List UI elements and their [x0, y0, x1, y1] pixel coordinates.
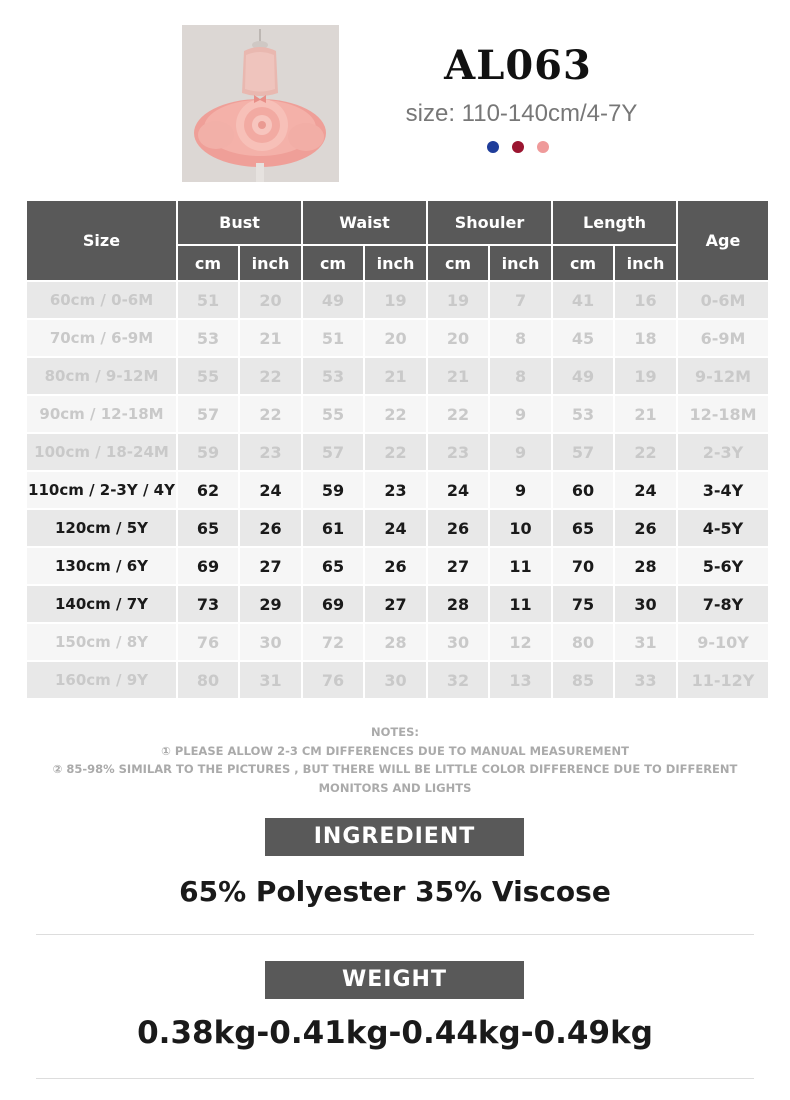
measurement-cell: 49: [553, 358, 613, 394]
unit-header: cm: [553, 246, 613, 280]
age-cell: 9-12M: [678, 358, 768, 394]
note-line-2: ② 85-98% SIMILAR TO THE PICTURES , BUT THERE WILL BE LITTLE COLOR DIFFERENCE DUE TO DIFFERENT: [52, 762, 738, 776]
age-cell: 2-3Y: [678, 434, 768, 470]
measurement-cell: 22: [240, 358, 301, 394]
unit-header: inch: [490, 246, 551, 280]
measurement-cell: 60: [553, 472, 613, 508]
measurement-cell: 53: [553, 396, 613, 432]
measurement-cell: 33: [615, 662, 676, 698]
measurement-cell: 19: [428, 282, 488, 318]
color-swatch[interactable]: [512, 141, 524, 153]
measurement-cell: 70: [553, 548, 613, 584]
age-cell: 6-9M: [678, 320, 768, 356]
header-waist: Waist: [303, 201, 426, 244]
measurement-cell: 9: [490, 472, 551, 508]
measurement-cell: 76: [178, 624, 238, 660]
measurement-cell: 16: [615, 282, 676, 318]
measurement-cell: 76: [303, 662, 363, 698]
measurement-cell: 62: [178, 472, 238, 508]
measurement-cell: 53: [303, 358, 363, 394]
size-cell: 140cm / 7Y: [27, 586, 176, 622]
age-cell: 5-6Y: [678, 548, 768, 584]
measurement-cell: 21: [365, 358, 426, 394]
unit-header: cm: [303, 246, 363, 280]
size-range: size: 110-140cm/4-7Y: [405, 100, 638, 127]
measurement-cell: 24: [365, 510, 426, 546]
measurement-cell: 53: [178, 320, 238, 356]
unit-header: inch: [365, 246, 426, 280]
measurement-cell: 13: [490, 662, 551, 698]
color-swatch[interactable]: [537, 141, 549, 153]
unit-header: inch: [615, 246, 676, 280]
measurement-cell: 24: [428, 472, 488, 508]
measurement-cell: 29: [240, 586, 301, 622]
measurement-cell: 28: [615, 548, 676, 584]
measurement-cell: 22: [365, 396, 426, 432]
color-swatches: [487, 141, 549, 157]
measurement-cell: 28: [428, 586, 488, 622]
measurement-cell: 11: [490, 548, 551, 584]
measurement-cell: 80: [553, 624, 613, 660]
divider: [36, 934, 754, 935]
measurement-cell: 30: [365, 662, 426, 698]
measurement-cell: 57: [303, 434, 363, 470]
age-cell: 11-12Y: [678, 662, 768, 698]
measurement-cell: 45: [553, 320, 613, 356]
measurement-cell: 51: [303, 320, 363, 356]
age-cell: 4-5Y: [678, 510, 768, 546]
notes-title: NOTES:: [371, 725, 419, 739]
size-cell: 80cm / 9-12M: [27, 358, 176, 394]
measurement-cell: 7: [490, 282, 551, 318]
table-row: [27, 624, 768, 660]
size-cell: 130cm / 6Y: [27, 548, 176, 584]
measurement-cell: 26: [615, 510, 676, 546]
measurement-cell: 49: [303, 282, 363, 318]
model-number: AL063: [444, 42, 592, 89]
measurement-cell: 27: [240, 548, 301, 584]
measurement-cell: 22: [365, 434, 426, 470]
age-cell: 12-18M: [678, 396, 768, 432]
measurement-cell: 41: [553, 282, 613, 318]
measurement-cell: 10: [490, 510, 551, 546]
size-cell: 150cm / 8Y: [27, 624, 176, 660]
table-row: [27, 662, 768, 698]
measurement-cell: 22: [428, 396, 488, 432]
measurement-cell: 65: [303, 548, 363, 584]
header-age: Age: [678, 201, 768, 280]
size-chart-body: [27, 282, 768, 698]
size-cell: 60cm / 0-6M: [27, 282, 176, 318]
measurement-cell: 24: [240, 472, 301, 508]
unit-header: cm: [178, 246, 238, 280]
measurement-cell: 65: [553, 510, 613, 546]
measurement-cell: 20: [365, 320, 426, 356]
measurement-cell: 19: [365, 282, 426, 318]
measurement-cell: 26: [428, 510, 488, 546]
measurement-cell: 57: [553, 434, 613, 470]
measurement-cell: 9: [490, 396, 551, 432]
measurement-cell: 12: [490, 624, 551, 660]
table-row: [27, 282, 768, 318]
size-chart-table: [25, 199, 770, 700]
measurement-cell: 30: [615, 586, 676, 622]
unit-header: inch: [240, 246, 301, 280]
measurement-cell: 69: [178, 548, 238, 584]
measurement-cell: 8: [490, 320, 551, 356]
divider: [36, 1078, 754, 1079]
size-cell: 70cm / 6-9M: [27, 320, 176, 356]
measurement-cell: 27: [365, 586, 426, 622]
age-cell: 9-10Y: [678, 624, 768, 660]
measurement-cell: 32: [428, 662, 488, 698]
weight-value: 0.38kg-0.41kg-0.44kg-0.49kg: [137, 1015, 653, 1051]
ingredient-value: 65% Polyester 35% Viscose: [179, 875, 611, 908]
measurement-cell: 65: [178, 510, 238, 546]
table-row: [27, 548, 768, 584]
dress-illustration: [182, 25, 339, 182]
size-cell: 160cm / 9Y: [27, 662, 176, 698]
table-row: [27, 358, 768, 394]
measurement-cell: 57: [178, 396, 238, 432]
measurement-cell: 19: [615, 358, 676, 394]
size-cell: 120cm / 5Y: [27, 510, 176, 546]
table-row: [27, 320, 768, 356]
measurement-cell: 30: [240, 624, 301, 660]
measurement-cell: 21: [428, 358, 488, 394]
measurement-cell: 20: [240, 282, 301, 318]
measurement-cell: 18: [615, 320, 676, 356]
table-row: [27, 396, 768, 432]
measurement-cell: 20: [428, 320, 488, 356]
measurement-cell: 59: [303, 472, 363, 508]
measurement-cell: 61: [303, 510, 363, 546]
measurement-cell: 23: [365, 472, 426, 508]
measurement-cell: 26: [365, 548, 426, 584]
measurement-cell: 23: [240, 434, 301, 470]
measurement-cell: 85: [553, 662, 613, 698]
header-length: Length: [553, 201, 676, 244]
measurement-cell: 21: [615, 396, 676, 432]
measurement-cell: 30: [428, 624, 488, 660]
measurement-cell: 51: [178, 282, 238, 318]
header-size: Size: [27, 201, 176, 280]
table-row: [27, 434, 768, 470]
weight-banner: WEIGHT: [265, 961, 524, 999]
measurement-cell: 8: [490, 358, 551, 394]
unit-header: cm: [428, 246, 488, 280]
measurement-cell: 28: [365, 624, 426, 660]
measurement-cell: 26: [240, 510, 301, 546]
measurement-cell: 9: [490, 434, 551, 470]
size-cell: 90cm / 12-18M: [27, 396, 176, 432]
measurement-cell: 55: [178, 358, 238, 394]
measurement-cell: 72: [303, 624, 363, 660]
table-row: [27, 586, 768, 622]
age-cell: 7-8Y: [678, 586, 768, 622]
measurement-cell: 31: [240, 662, 301, 698]
measurement-cell: 27: [428, 548, 488, 584]
measurement-cell: 59: [178, 434, 238, 470]
table-row: [27, 510, 768, 546]
product-photo: [182, 25, 339, 182]
measurement-cell: 24: [615, 472, 676, 508]
age-cell: 0-6M: [678, 282, 768, 318]
measurement-cell: 69: [303, 586, 363, 622]
measurement-cell: 55: [303, 396, 363, 432]
note-line-3: MONITORS AND LIGHTS: [318, 780, 472, 795]
measurement-cell: 22: [615, 434, 676, 470]
color-swatch[interactable]: [487, 141, 499, 153]
ingredient-banner: INGREDIENT: [265, 818, 524, 856]
age-cell: 3-4Y: [678, 472, 768, 508]
header-shoulder: Shouler: [428, 201, 551, 244]
header-bust: Bust: [178, 201, 301, 244]
measurement-cell: 21: [240, 320, 301, 356]
measurement-cell: 11: [490, 586, 551, 622]
measurement-cell: 23: [428, 434, 488, 470]
size-cell: 110cm / 2-3Y / 4Y: [27, 472, 176, 508]
measurement-cell: 31: [615, 624, 676, 660]
size-cell: 100cm / 18-24M: [27, 434, 176, 470]
notes: [40, 723, 750, 797]
measurement-cell: 75: [553, 586, 613, 622]
measurement-cell: 80: [178, 662, 238, 698]
table-row: [27, 472, 768, 508]
note-line-1: ① PLEASE ALLOW 2-3 CM DIFFERENCES DUE TO MANUAL MEASUREMENT: [161, 743, 629, 758]
measurement-cell: 22: [240, 396, 301, 432]
measurement-cell: 73: [178, 586, 238, 622]
